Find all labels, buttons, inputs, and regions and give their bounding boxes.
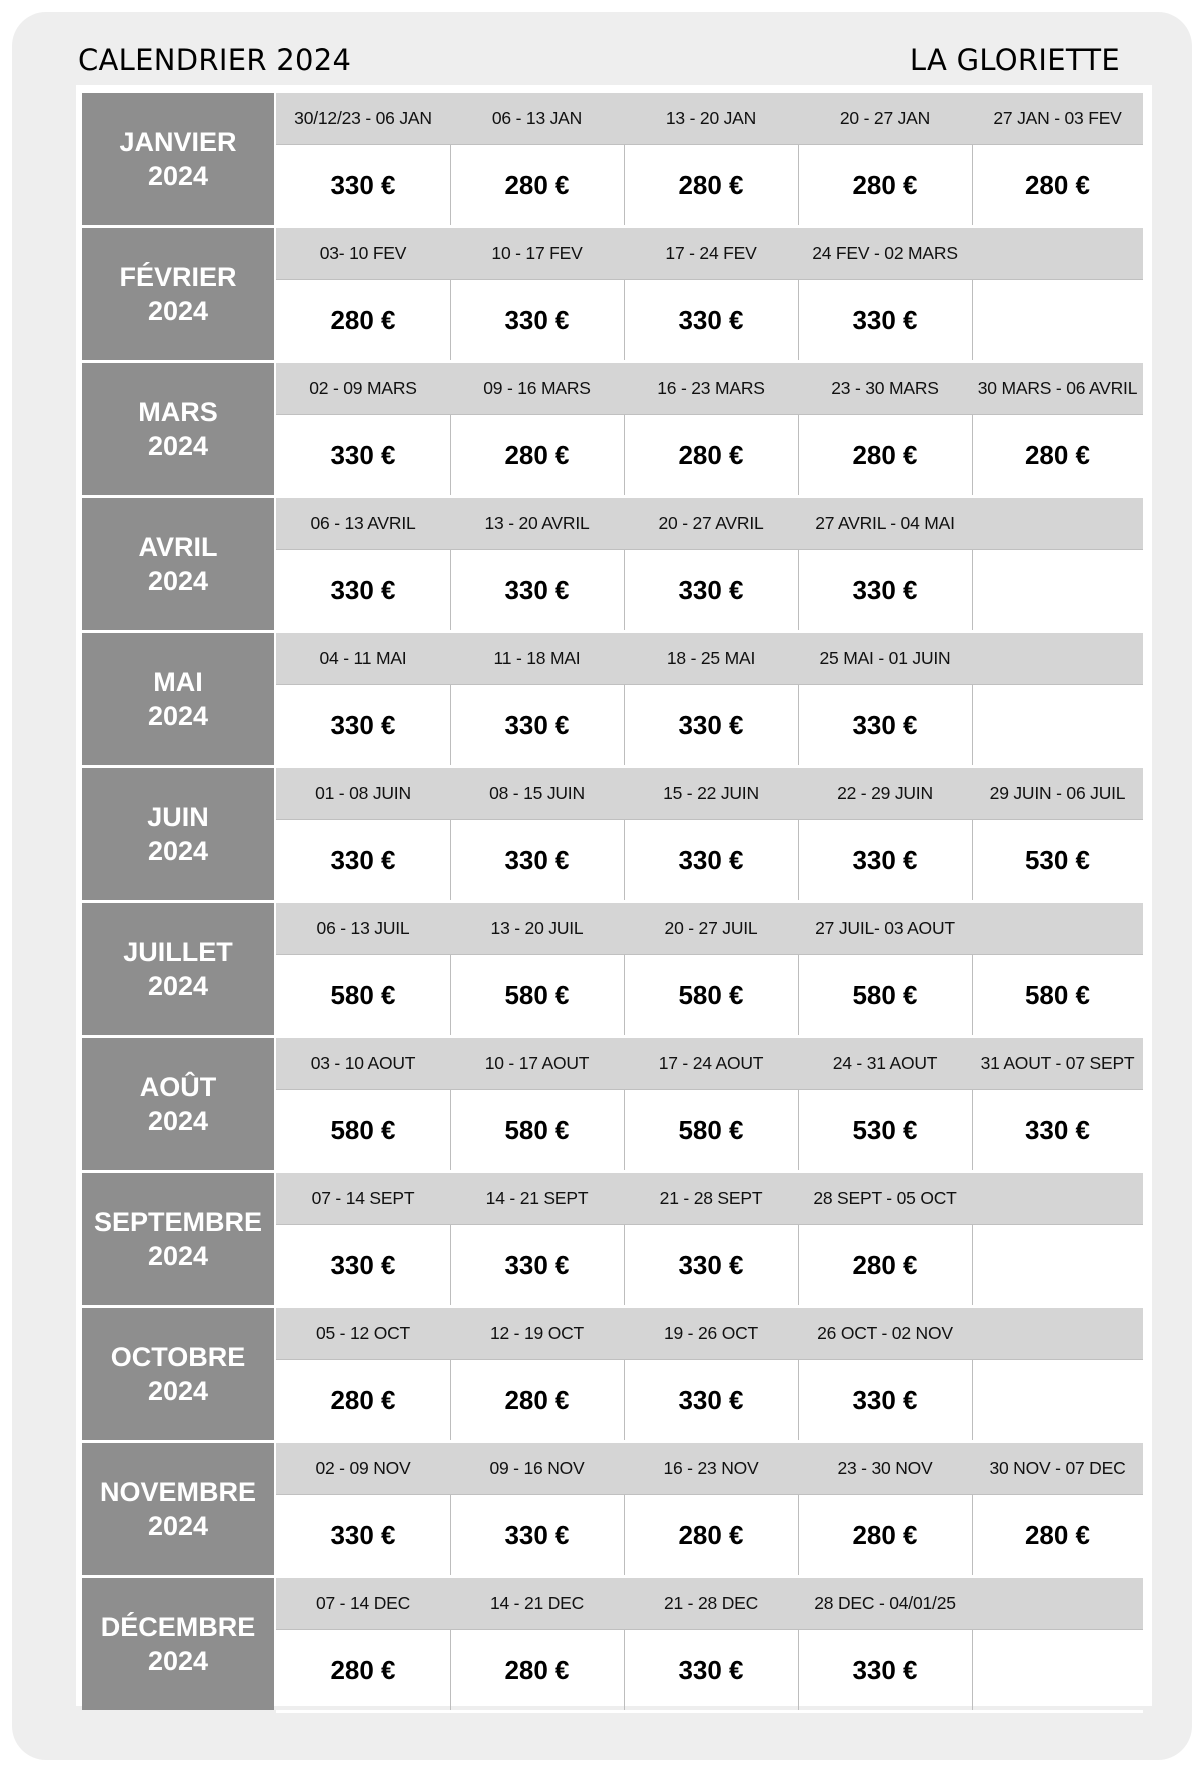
week-cell (972, 93, 1143, 228)
week-cell (276, 1578, 450, 1713)
week-dates: 31 AOUT - 07 SEPT (972, 1038, 1143, 1090)
week-cell (972, 498, 1143, 633)
week-cells (276, 1038, 1143, 1173)
week-dates (972, 1578, 1143, 1630)
week-cells (276, 903, 1143, 1038)
week-dates: 05 - 12 OCT (276, 1308, 450, 1360)
week-cell (972, 1173, 1143, 1308)
week-cell (276, 363, 450, 498)
week-cells (276, 228, 1143, 363)
week-dates: 28 DEC - 04/01/25 (798, 1578, 972, 1630)
week-price (972, 550, 1143, 631)
week-price (972, 1630, 1143, 1711)
week-dates: 15 - 22 JUIN (624, 768, 798, 820)
week-price: 530 € (1024, 845, 1091, 875)
week-cell (972, 1308, 1143, 1443)
week-dates: 19 - 26 OCT (624, 1308, 798, 1360)
week-cell (276, 633, 450, 768)
week-price (972, 280, 1143, 361)
week-price: 280 € (1024, 1520, 1091, 1550)
week-price: 280 € (504, 170, 570, 200)
week-price: 330 € (504, 845, 570, 875)
week-cells (276, 498, 1143, 633)
week-dates: 26 OCT - 02 NOV (798, 1308, 972, 1360)
week-cell (972, 1578, 1143, 1713)
month-row (82, 1038, 1143, 1173)
week-price: 280 € (330, 1655, 396, 1685)
week-cells (276, 633, 1143, 768)
month-row (82, 93, 1143, 228)
week-price: 330 € (504, 1520, 570, 1550)
week-price: 330 € (330, 575, 396, 605)
week-price: 330 € (678, 1655, 744, 1685)
week-dates: 01 - 08 JUIN (276, 768, 450, 820)
week-price: 330 € (678, 710, 744, 740)
month-year: 2024 (147, 566, 209, 596)
week-cell (972, 228, 1143, 363)
week-dates: 20 - 27 JUIL (624, 903, 798, 955)
week-dates: 07 - 14 SEPT (276, 1173, 450, 1225)
week-dates: 14 - 21 DEC (450, 1578, 624, 1630)
week-price: 330 € (504, 575, 570, 605)
week-cell (972, 1038, 1143, 1173)
week-price: 330 € (852, 710, 918, 740)
week-cell (972, 363, 1143, 498)
week-dates: 06 - 13 AVRIL (276, 498, 450, 550)
week-price: 280 € (678, 170, 744, 200)
month-row (82, 768, 1143, 903)
month-year: 2024 (147, 1106, 209, 1136)
month-name: AVRIL (138, 532, 218, 562)
week-cell (450, 228, 624, 363)
week-dates (972, 633, 1143, 685)
week-dates: 13 - 20 JAN (624, 93, 798, 145)
week-cells (276, 1578, 1143, 1713)
month-year: 2024 (147, 1511, 209, 1541)
week-cell (624, 903, 798, 1038)
week-cell (624, 1173, 798, 1308)
week-dates: 11 - 18 MAI (450, 633, 624, 685)
month-name: MAI (153, 667, 203, 697)
week-cell (276, 1443, 450, 1578)
week-dates (972, 228, 1143, 280)
month-year: 2024 (147, 431, 209, 461)
week-cell (624, 633, 798, 768)
price-table-sheet (76, 85, 1152, 1706)
week-cell (450, 1578, 624, 1713)
week-cell (276, 228, 450, 363)
month-year: 2024 (147, 296, 209, 326)
week-price: 330 € (1024, 1115, 1091, 1145)
week-dates (972, 903, 1143, 955)
week-price: 330 € (504, 1250, 570, 1280)
week-dates: 10 - 17 FEV (450, 228, 624, 280)
week-price: 330 € (678, 575, 744, 605)
week-dates: 16 - 23 MARS (624, 363, 798, 415)
week-price: 280 € (1024, 440, 1091, 470)
week-price: 580 € (1024, 980, 1091, 1010)
week-cell (276, 1308, 450, 1443)
week-cell (972, 903, 1143, 1038)
week-dates (972, 498, 1143, 550)
month-year: 2024 (147, 701, 209, 731)
month-year: 2024 (147, 971, 209, 1001)
week-price: 330 € (852, 575, 918, 605)
document-title: CALENDRIER 2024 (78, 43, 352, 77)
week-dates: 27 AVRIL - 04 MAI (798, 498, 972, 550)
week-dates: 28 SEPT - 05 OCT (798, 1173, 972, 1225)
week-cell (450, 633, 624, 768)
week-dates: 03- 10 FEV (276, 228, 450, 280)
week-cell (276, 498, 450, 633)
week-price: 580 € (504, 980, 570, 1010)
week-dates: 24 - 31 AOUT (798, 1038, 972, 1090)
week-dates: 20 - 27 AVRIL (624, 498, 798, 550)
week-dates: 14 - 21 SEPT (450, 1173, 624, 1225)
week-price: 530 € (852, 1115, 918, 1145)
week-cells (276, 1308, 1143, 1443)
week-cell (624, 1578, 798, 1713)
week-dates: 09 - 16 MARS (450, 363, 624, 415)
month-name: NOVEMBRE (99, 1477, 256, 1507)
month-name: AOÛT (139, 1072, 217, 1102)
week-cell (798, 633, 972, 768)
week-price: 280 € (852, 440, 918, 470)
week-price: 330 € (678, 305, 744, 335)
month-label (82, 363, 274, 495)
week-cell (624, 498, 798, 633)
month-name: DÉCEMBRE (100, 1612, 256, 1642)
week-price: 330 € (678, 1250, 744, 1280)
week-price: 280 € (852, 1520, 918, 1550)
week-cell (276, 1173, 450, 1308)
week-cell (798, 903, 972, 1038)
week-cell (624, 1308, 798, 1443)
week-dates: 13 - 20 AVRIL (450, 498, 624, 550)
price-table (82, 93, 1143, 1713)
week-dates: 03 - 10 AOUT (276, 1038, 450, 1090)
week-price: 280 € (330, 1385, 396, 1415)
week-price: 330 € (330, 710, 396, 740)
week-price: 580 € (330, 980, 396, 1010)
month-name: SEPTEMBRE (93, 1207, 263, 1237)
week-price: 330 € (330, 440, 396, 470)
week-cell (972, 633, 1143, 768)
week-dates: 30/12/23 - 06 JAN (276, 93, 450, 145)
week-dates: 23 - 30 MARS (798, 363, 972, 415)
month-name: JUIN (147, 802, 209, 832)
week-cell (276, 93, 450, 228)
week-dates: 06 - 13 JUIL (276, 903, 450, 955)
week-dates: 27 JUIL- 03 AOUT (798, 903, 972, 955)
week-cell (276, 903, 450, 1038)
month-row (82, 1443, 1143, 1578)
week-price: 580 € (504, 1115, 570, 1145)
week-cell (450, 498, 624, 633)
week-cell (972, 768, 1143, 903)
week-price: 330 € (852, 305, 918, 335)
week-dates: 25 MAI - 01 JUIN (798, 633, 972, 685)
week-cell (450, 363, 624, 498)
week-dates: 07 - 14 DEC (276, 1578, 450, 1630)
week-cell (798, 228, 972, 363)
month-name: JANVIER (119, 127, 237, 157)
calendar-card (12, 12, 1192, 1760)
week-dates: 18 - 25 MAI (624, 633, 798, 685)
week-cell (450, 1443, 624, 1578)
week-price: 330 € (852, 1385, 918, 1415)
month-label (82, 93, 274, 225)
week-cell (624, 768, 798, 903)
week-price: 580 € (678, 1115, 744, 1145)
month-label (82, 768, 274, 900)
week-cells (276, 93, 1143, 228)
week-price: 280 € (504, 1385, 570, 1415)
week-cell (276, 768, 450, 903)
month-year: 2024 (147, 161, 209, 191)
month-year: 2024 (147, 836, 209, 866)
week-dates: 02 - 09 NOV (276, 1443, 450, 1495)
month-row (82, 903, 1143, 1038)
week-price: 330 € (678, 1385, 744, 1415)
week-cell (450, 1038, 624, 1173)
month-year: 2024 (147, 1241, 209, 1271)
week-dates: 22 - 29 JUIN (798, 768, 972, 820)
week-cell (798, 1443, 972, 1578)
week-dates: 30 MARS - 06 AVRIL (972, 363, 1143, 415)
month-row (82, 498, 1143, 633)
month-row (82, 633, 1143, 768)
week-dates: 30 NOV - 07 DEC (972, 1443, 1143, 1495)
month-row (82, 1173, 1143, 1308)
week-cell (798, 1173, 972, 1308)
month-year: 2024 (147, 1646, 209, 1676)
month-name: JUILLET (123, 937, 233, 967)
week-dates: 08 - 15 JUIN (450, 768, 624, 820)
week-dates: 21 - 28 SEPT (624, 1173, 798, 1225)
week-cell (624, 1038, 798, 1173)
week-price: 280 € (1024, 170, 1091, 200)
week-price: 580 € (678, 980, 744, 1010)
week-cell (798, 1038, 972, 1173)
month-row (82, 363, 1143, 498)
week-price: 580 € (330, 1115, 396, 1145)
week-dates: 13 - 20 JUIL (450, 903, 624, 955)
month-label (82, 1308, 274, 1440)
week-dates: 21 - 28 DEC (624, 1578, 798, 1630)
week-dates (972, 1308, 1143, 1360)
week-price: 280 € (504, 440, 570, 470)
venue-name: LA GLORIETTE (909, 43, 1120, 77)
week-price (972, 1225, 1143, 1306)
week-price (972, 685, 1143, 766)
week-price: 280 € (678, 440, 744, 470)
week-dates: 20 - 27 JAN (798, 93, 972, 145)
week-price: 330 € (330, 1520, 396, 1550)
week-price: 330 € (504, 305, 570, 335)
week-cell (450, 93, 624, 228)
week-cells (276, 768, 1143, 903)
week-price: 280 € (330, 305, 396, 335)
row-separator (276, 1710, 1143, 1713)
week-cell (450, 768, 624, 903)
week-dates: 06 - 13 JAN (450, 93, 624, 145)
month-label (82, 228, 274, 360)
week-cell (624, 1443, 798, 1578)
week-price: 330 € (852, 845, 918, 875)
week-price (972, 1360, 1143, 1441)
month-name: OCTOBRE (110, 1342, 246, 1372)
week-price: 330 € (504, 710, 570, 740)
week-cell (798, 363, 972, 498)
week-dates: 12 - 19 OCT (450, 1308, 624, 1360)
week-dates: 29 JUIN - 06 JUIL (972, 768, 1143, 820)
week-dates: 10 - 17 AOUT (450, 1038, 624, 1090)
week-cell (624, 363, 798, 498)
week-cell (450, 1173, 624, 1308)
week-price: 280 € (852, 170, 918, 200)
week-dates: 27 JAN - 03 FEV (972, 93, 1143, 145)
week-cell (798, 93, 972, 228)
week-cell (798, 498, 972, 633)
week-price: 330 € (678, 845, 744, 875)
week-price: 280 € (678, 1520, 744, 1550)
month-year: 2024 (147, 1376, 209, 1406)
week-price: 330 € (330, 845, 396, 875)
month-row (82, 1578, 1143, 1713)
week-dates: 23 - 30 NOV (798, 1443, 972, 1495)
month-name: MARS (138, 397, 218, 427)
month-label (82, 1173, 274, 1305)
week-price: 330 € (852, 1655, 918, 1685)
week-cell (798, 1578, 972, 1713)
week-price: 330 € (330, 1250, 396, 1280)
month-label (82, 903, 274, 1035)
week-dates: 17 - 24 AOUT (624, 1038, 798, 1090)
week-cells (276, 1443, 1143, 1578)
week-cells (276, 1173, 1143, 1308)
week-cell (624, 93, 798, 228)
week-dates: 04 - 11 MAI (276, 633, 450, 685)
week-cell (276, 1038, 450, 1173)
week-price: 330 € (330, 170, 396, 200)
week-cell (798, 768, 972, 903)
week-dates: 16 - 23 NOV (624, 1443, 798, 1495)
week-cell (624, 228, 798, 363)
week-dates (972, 1173, 1143, 1225)
week-dates: 09 - 16 NOV (450, 1443, 624, 1495)
week-dates: 24 FEV - 02 MARS (798, 228, 972, 280)
month-name: FÉVRIER (119, 262, 237, 292)
week-cell (972, 1443, 1143, 1578)
week-cell (450, 903, 624, 1038)
week-cell (450, 1308, 624, 1443)
month-label (82, 633, 274, 765)
week-dates: 02 - 09 MARS (276, 363, 450, 415)
month-label (82, 498, 274, 630)
month-label (82, 1578, 274, 1710)
week-price: 280 € (852, 1250, 918, 1280)
week-price: 580 € (852, 980, 918, 1010)
month-row (82, 1308, 1143, 1443)
week-cells (276, 363, 1143, 498)
week-dates: 17 - 24 FEV (624, 228, 798, 280)
month-label (82, 1038, 274, 1170)
month-row (82, 228, 1143, 363)
month-label (82, 1443, 274, 1575)
week-cell (798, 1308, 972, 1443)
week-price: 280 € (504, 1655, 570, 1685)
